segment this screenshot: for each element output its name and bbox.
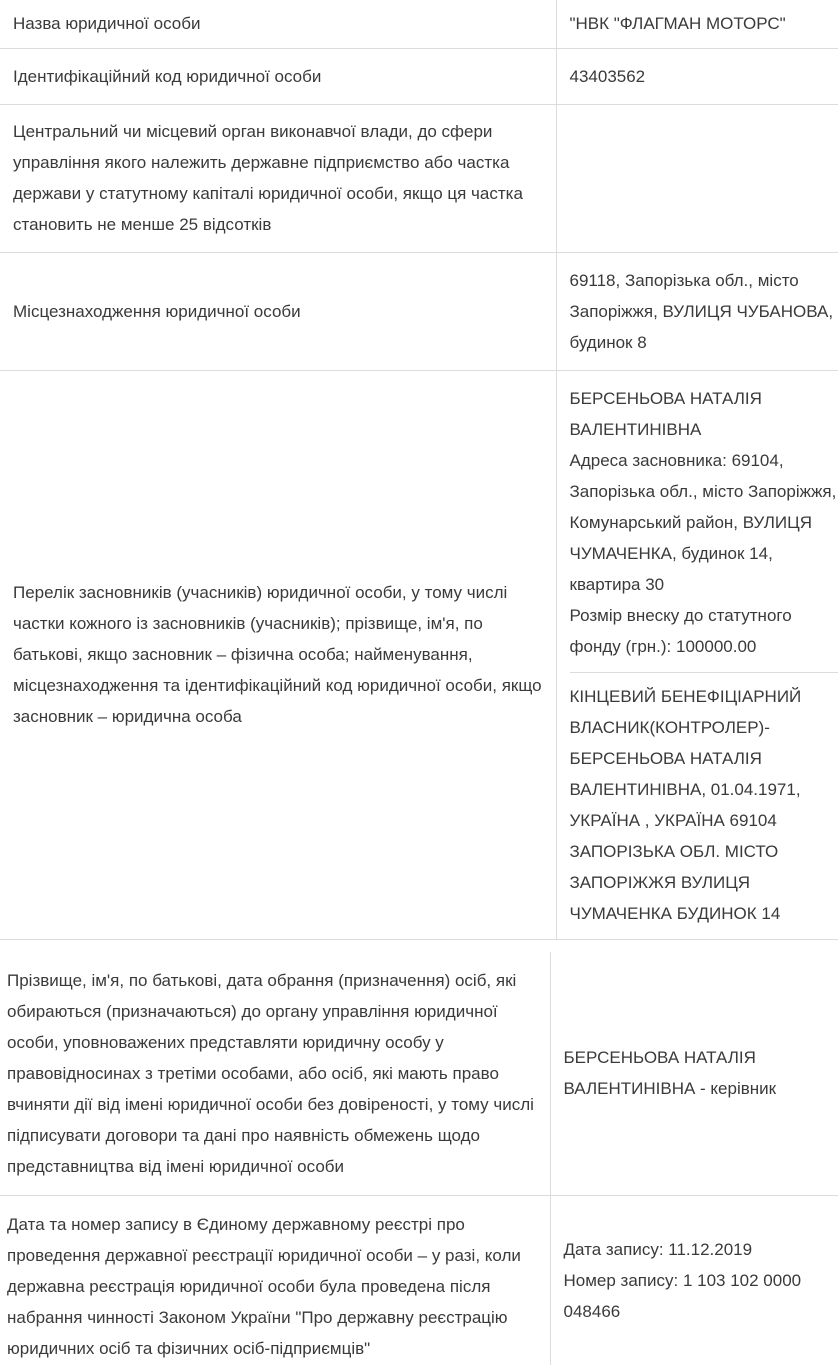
value-name: "НВК "ФЛАГМАН МОТОРС" xyxy=(556,0,838,48)
founder-name: БЕРСЕНЬОВА НАТАЛІЯ ВАЛЕНТИНІВНА xyxy=(570,383,838,445)
label-record xyxy=(0,1195,550,1365)
founder-address: Адреса засновника: 69104, Запорізька обл., місто Запоріжжя, Комунарський район, ВУЛИЦЯ ЧУМАЧЕНКА, будинок 14, квартира 30 xyxy=(570,445,838,600)
value-code: 43403562 xyxy=(556,48,838,104)
row-heads xyxy=(0,952,838,1195)
label-name: Назва юридичної особи xyxy=(0,0,556,48)
row-founders xyxy=(0,370,838,939)
value-founders xyxy=(556,370,838,939)
label-location: Місцезнаходження юридичної особи xyxy=(0,252,556,370)
label-authority: Центральний чи місцевий орган виконавчої влади, до сфери управління якого належить державне підприємство або частка держави у статутному капіталі юридичної особи, якщо ця частка становить не менше 25 відсотків xyxy=(0,104,556,252)
label-code: Ідентифікаційний код юридичної особи xyxy=(0,48,556,104)
row-record xyxy=(0,1195,838,1365)
beneficiary-block xyxy=(570,672,838,929)
value-location: 69118, Запорізька обл., місто Запоріжжя, ВУЛИЦЯ ЧУБАНОВА, будинок 8 xyxy=(556,252,838,370)
label-heads: Прізвище, ім'я, по батькові, дата обрання (призначення) осіб, які обираються (призначаються) до органу управління юридичної особи, уповноважених представляти юридичну особу у правовідносинах з третіми особами, або осіб, які мають право вчиняти дії від імені юридичної особи без довіреності, у тому числі підписувати договори та дані про наявність обмежень щодо представництва від імені юридичної особи xyxy=(0,952,550,1195)
founder-block xyxy=(570,383,838,668)
record-date: Дата запису: 11.12.2019 xyxy=(564,1234,835,1265)
label-founders: Перелік засновників (учасників) юридичної особи, у тому числі частки кожного із засновників (учасників); прізвище, ім'я, по батькові, якщо засновник – фізична особа; найменування, місцезнаходження та ідентифікаційний код юридичної особи, якщо засновник – юридична особа xyxy=(0,370,556,939)
row-location xyxy=(0,252,838,370)
row-code xyxy=(0,48,838,104)
founder-contribution: Розмір внеску до статутного фонду (грн.): 100000.00 xyxy=(570,600,838,662)
registry-table-management xyxy=(0,952,838,1365)
beneficiary-text: КІНЦЕВИЙ БЕНЕФІЦІАРНИЙ ВЛАСНИК(КОНТРОЛЕР)- БЕРСЕНЬОВА НАТАЛІЯ ВАЛЕНТИНІВНА, 01.04.1971, УКРАЇНА , УКРАЇНА 69104 ЗАПОРІЗЬКА ОБЛ. МІСТО ЗАПОРІЖЖЯ ВУЛИЦЯ ЧУМАЧЕНКА БУДИНОК 14 xyxy=(570,681,838,929)
value-authority xyxy=(556,104,838,252)
row-name xyxy=(0,0,838,48)
value-heads: БЕРСЕНЬОВА НАТАЛІЯ ВАЛЕНТИНІВНА - керівник xyxy=(550,952,838,1195)
record-number: Номер запису: 1 103 102 0000 048466 xyxy=(564,1265,835,1327)
value-record xyxy=(550,1195,838,1365)
row-authority xyxy=(0,104,838,252)
label-record-text: Дата та номер запису в Єдиному державному реєстрі про проведення державної реєстрації юридичної особи – у разі, коли державна реєстрація юридичної особи була проведена після набрання чинності Законом України "Про державну реєстрацію юридичних осіб та фізичних осіб-підприємців" xyxy=(7,1197,542,1364)
